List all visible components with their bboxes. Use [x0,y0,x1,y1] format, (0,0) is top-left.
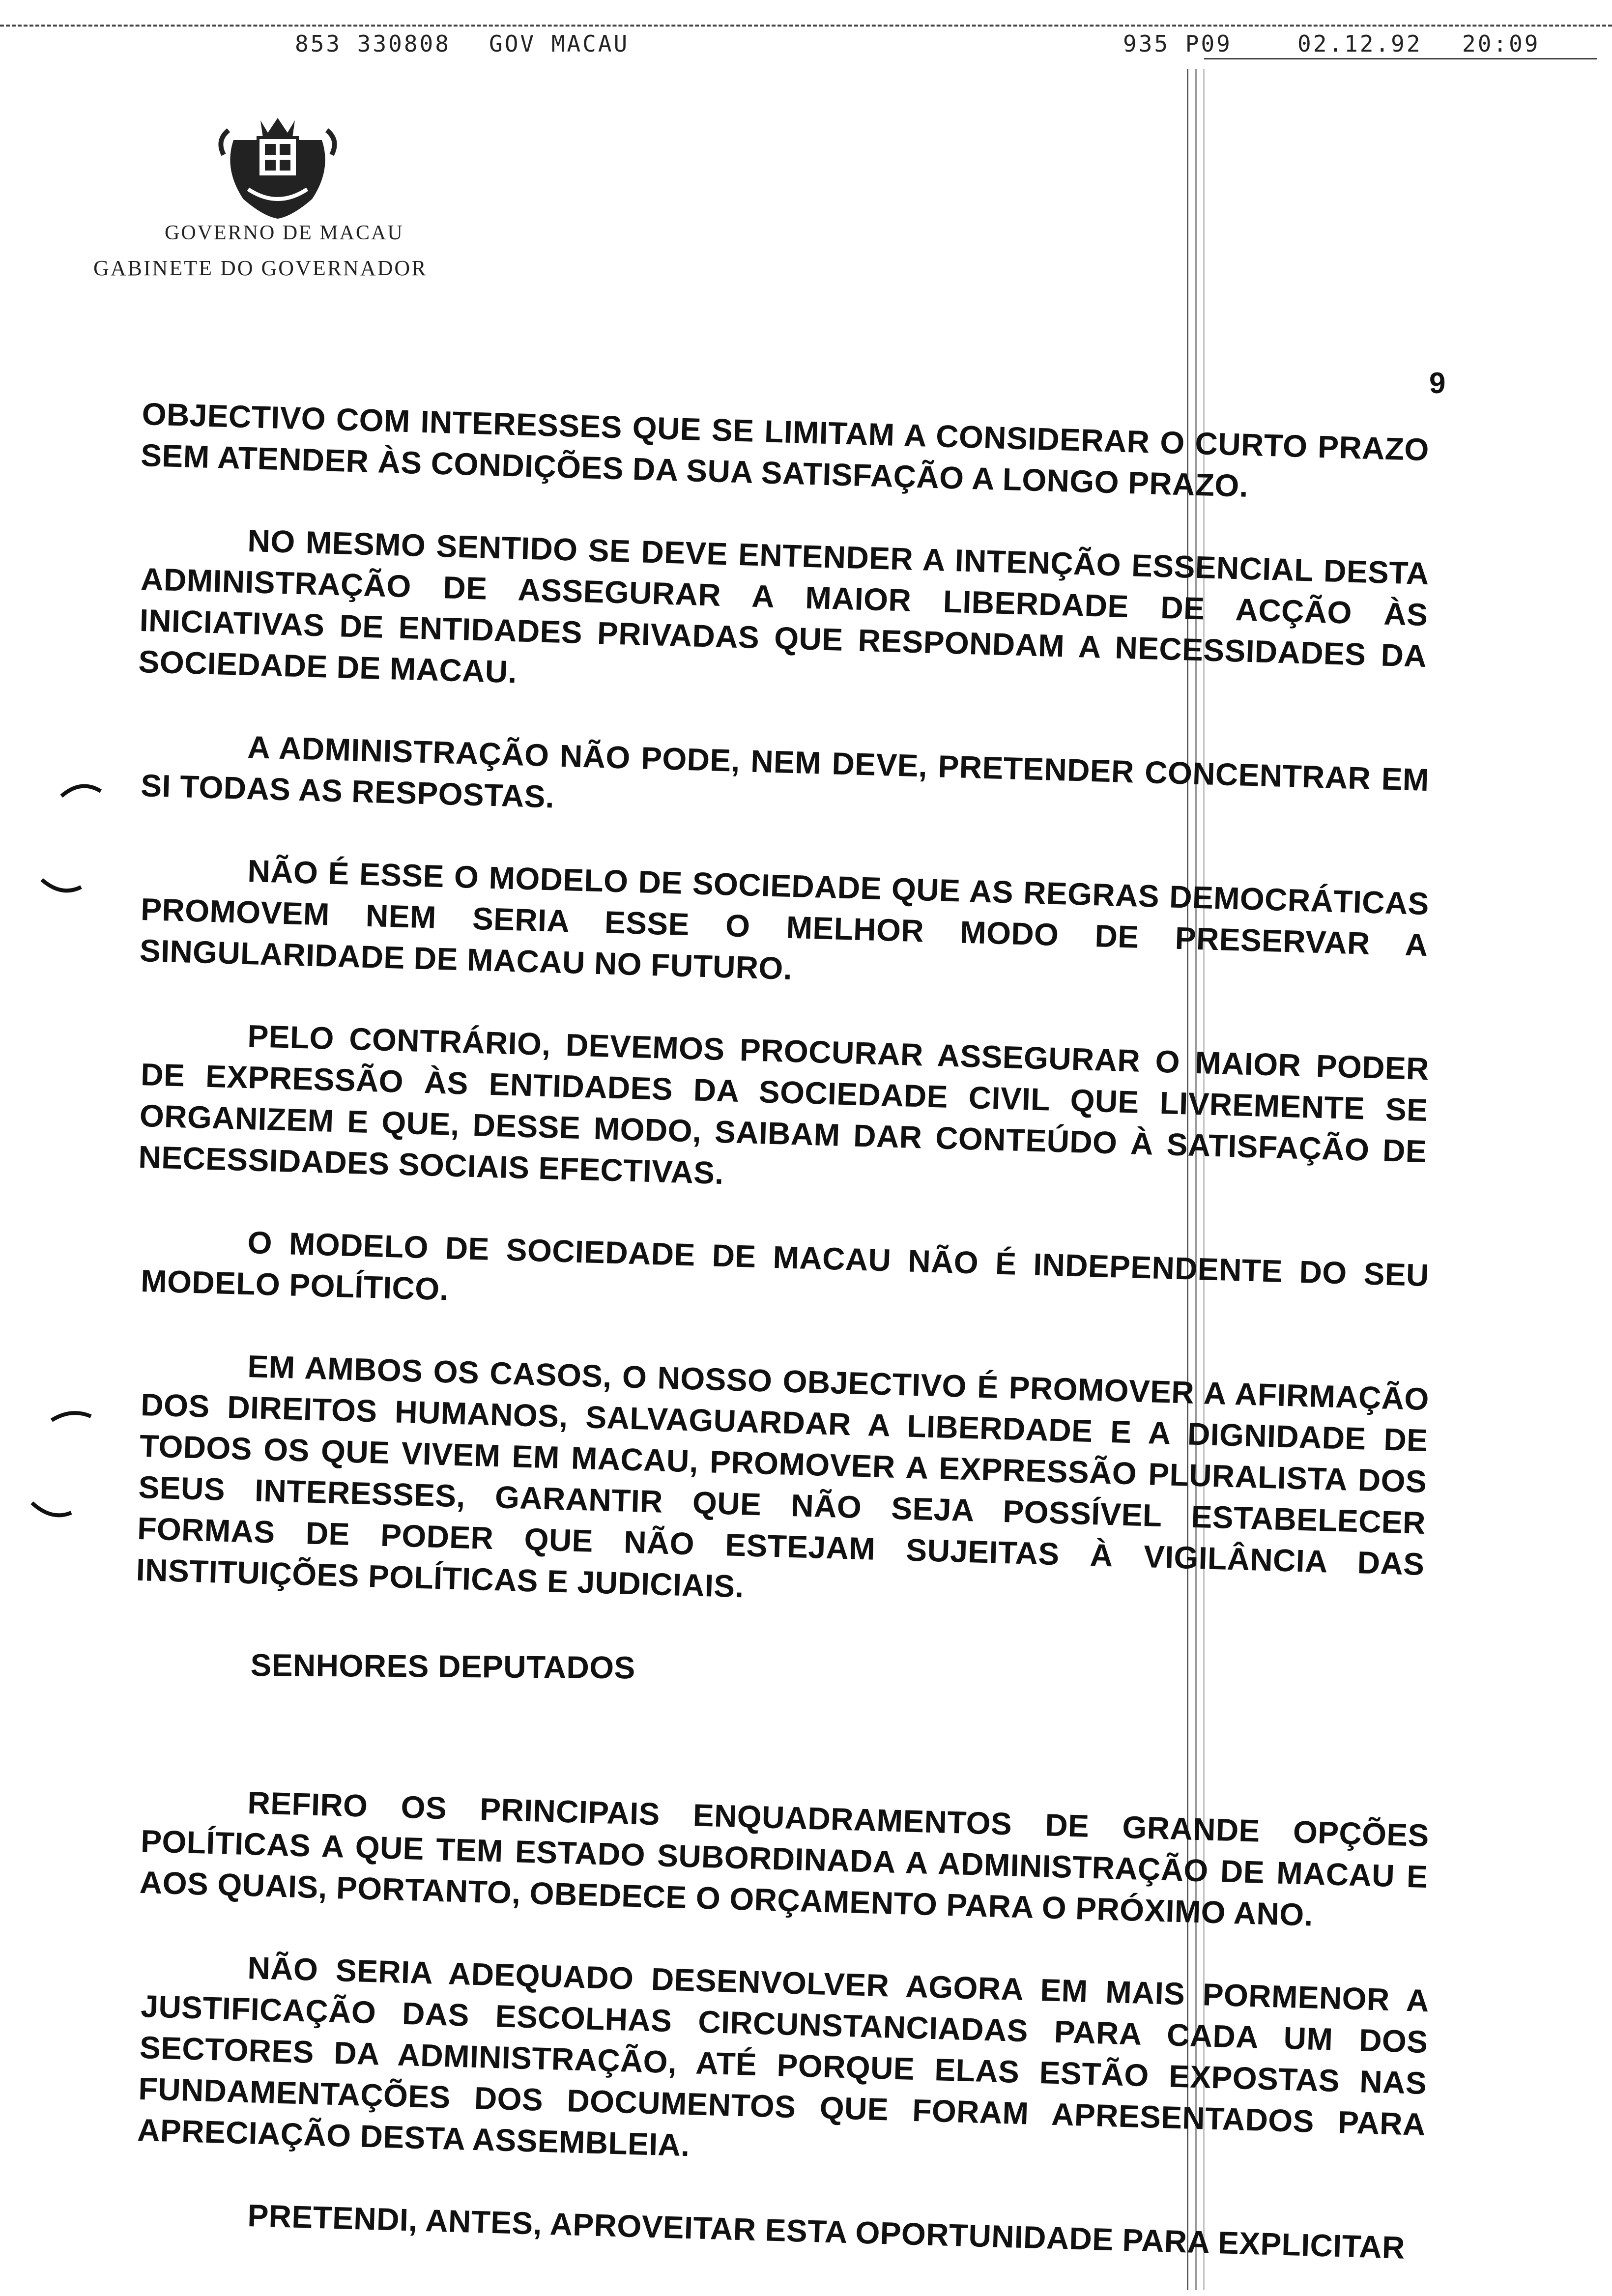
paragraph: PRETENDI, ANTES, APROVEITAR ESTA OPORTUNIDADE PARA EXPLICITAR [247,2198,1406,2266]
margin-mark-icon [39,875,84,894]
paragraph: NÃO SERIA ADEQUADO DESENVOLVER AGORA EM MAIS PORMENOR A JUSTIFICAÇÃO DAS ESCOLHAS CIRCUNSTANCIADAS PARA CADA UM DOS SECTORES DA ADMINISTRAÇÃO, ATÉ PORQUE ELAS ESTÃO EXPOSTAS NAS FUNDAMENTAÇÕES DOS DOCUMENTOS QUE FORAM APRESENTADOS PARA APRECIAÇÃO DESTA ASSEMBLEIA. [137,1950,1430,2163]
paragraph: A ADMINISTRAÇÃO NÃO PODE, NEM DEVE, PRETENDER CONCENTRAR EM SI TODAS AS RESPOSTAS. [140,729,1430,815]
paragraph: REFIRO OS PRINCIPAIS ENQUADRAMENTOS DE GRANDE OPÇÕES POLÍTICAS A QUE TEM ESTADO SUBORDINADA A ADMINISTRAÇÃO DE MACAU E AOS QUAIS, PORTANTO, OBEDECE O ORÇAMENTO PARA O PRÓXIMO ANO. [139,1785,1430,1933]
paragraph: NÃO É ESSE O MODELO DE SOCIEDADE QUE AS REGRAS DEMOCRÁTICAS PROMOVEM NEM SERIA ESSE O MELHOR MODO DE PRESERVAR A SINGULARIDADE DE MACAU NO FUTURO. [139,853,1430,986]
page-number: 9 [1429,367,1446,400]
margin-mark-icon [29,1499,74,1519]
fax-sender: GOV MACAU [489,30,630,57]
fax-header-underline [1204,58,1597,59]
organization-name: GOVERNO DE MACAU [165,222,404,244]
fax-page-id: 935 P09 [1123,30,1232,57]
document-body [136,393,1430,2274]
fax-transmission-header [0,30,1612,65]
department-name: GABINETE DO GOVERNADOR [93,256,428,280]
margin-mark-icon [59,781,103,801]
paragraph: NO MESMO SENTIDO SE DEVE ENTENDER A INTENÇÃO ESSENCIAL DESTA ADMINISTRAÇÃO DE ASSEGURAR A MAIOR LIBERDADE DE ACÇÃO ÀS INICIATIVAS DE ENTIDADES PRIVADAS QUE RESPONDAM A NECESSIDADES DA SOCIEDADE DE MACAU. [138,523,1430,690]
paragraph: O MODELO DE SOCIEDADE DE MACAU NÃO É INDEPENDENTE DO SEU MODELO POLÍTICO. [140,1225,1430,1307]
section-heading: SENHORES DEPUTADOS [250,1647,635,1686]
macau-coat-of-arms-icon [214,111,342,224]
fax-time: 20:09 [1462,30,1540,57]
fax-phone-number: 853 330808 [295,30,451,57]
paragraph: OBJECTIVO COM INTERESSES QUE SE LIMITAM A CONSIDERAR O CURTO PRAZO SEM ATENDER ÀS CONDIÇÕES DA SUA SATISFAÇÃO A LONGO PRAZO. [140,396,1430,504]
margin-mark-icon [49,1406,93,1425]
paragraph: EM AMBOS OS CASOS, O NOSSO OBJECTIVO É PROMOVER A AFIRMAÇÃO DOS DIREITOS HUMANOS, SALVAGUARDAR A LIBERDADE E A DIGNIDADE DE TODOS OS QUE VIVEM EM MACAU, PROMOVER A EXPRESSÃO PLURALISTA DOS SEUS INTERESSES, GARANTIR QUE NÃO SEJA POSSÍVEL ESTABELECER FORMAS DE PODER QUE NÃO ESTEJAM SUJEITAS À VIGILÂNCIA DAS INSTITUIÇÕES POLÍTICAS E JUDICIAIS. [136,1349,1430,1605]
fax-date: 02.12.92 [1297,30,1422,57]
fax-header-rule [0,25,1612,27]
paragraph: PELO CONTRÁRIO, DEVEMOS PROCURAR ASSEGURAR O MAIOR PODER DE EXPRESSÃO ÀS ENTIDADES DA SOCIEDADE CIVIL QUE LIVREMENTE SE ORGANIZEM E QUE, DESSE MODO, SAIBAM DAR CONTEÚDO À SATISFAÇÃO DE NECESSIDADES SOCIAIS EFECTIVAS. [138,1018,1430,1191]
